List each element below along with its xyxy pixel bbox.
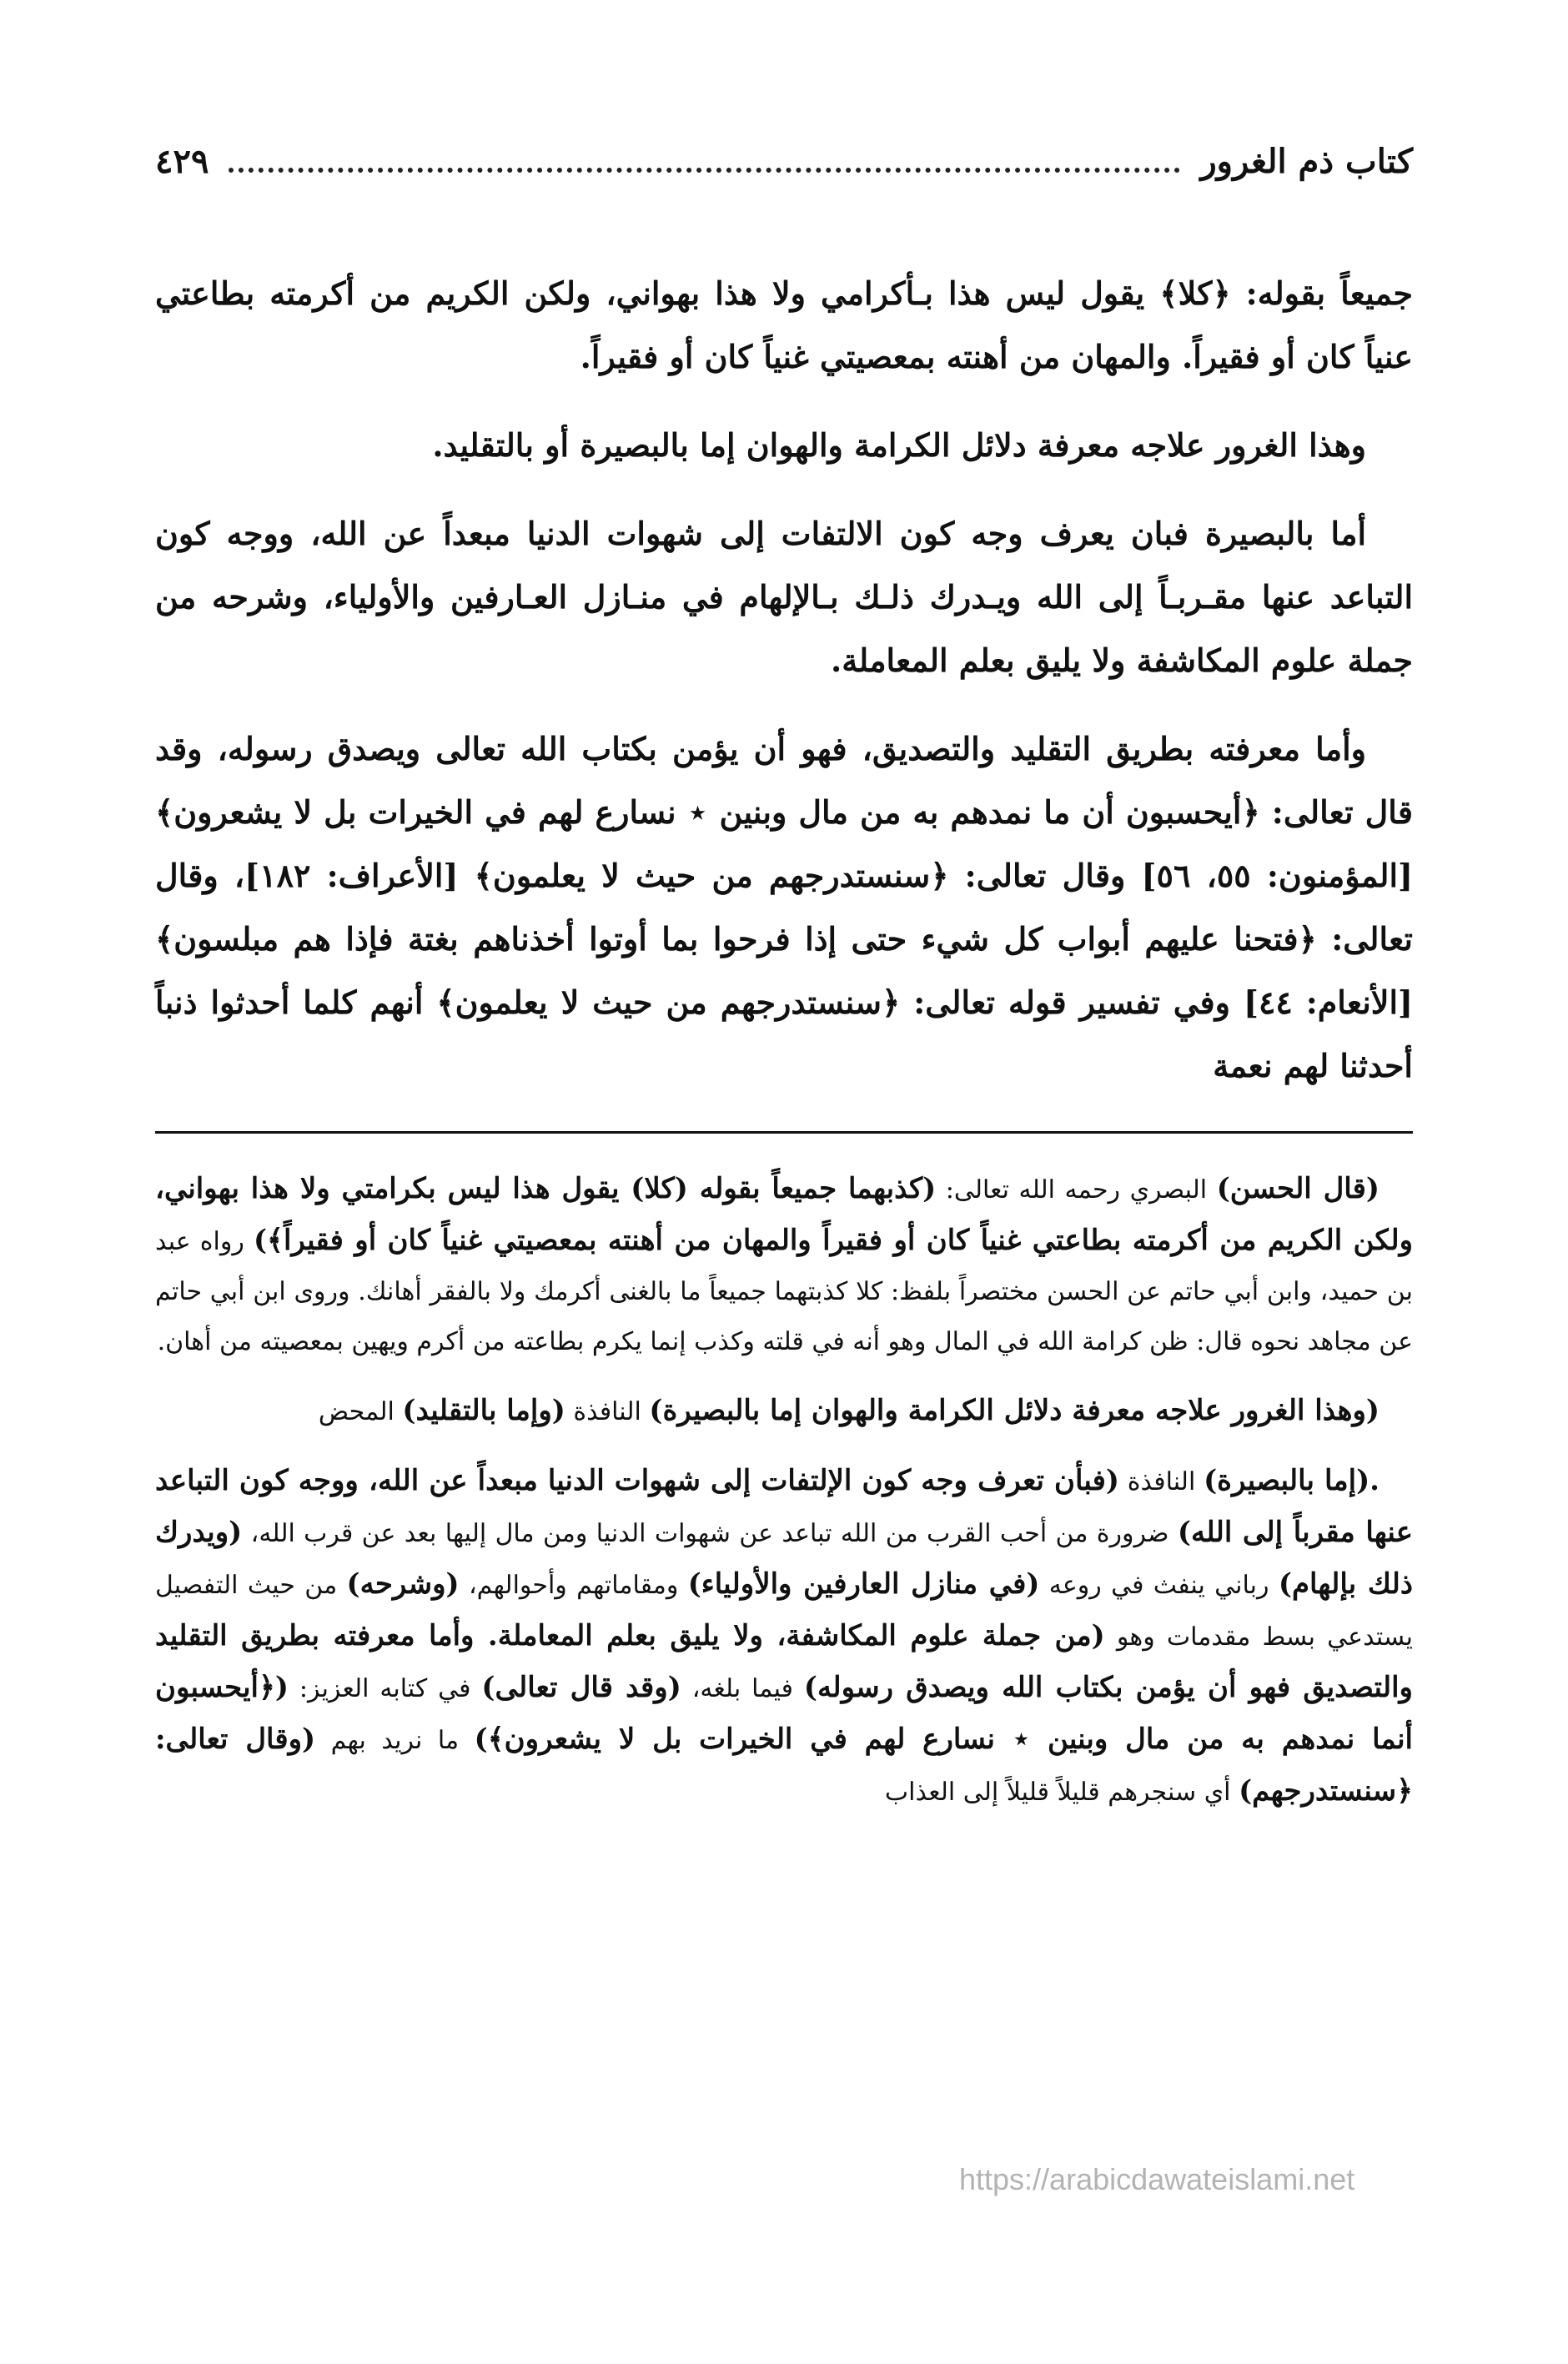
watermark-url: https://arabicdawateislami.net xyxy=(959,2162,1355,2196)
main-paragraph-4: وأما معرفته بطريق التقليد والتصديق، فهو أن يؤمن بكتاب الله تعالى ويصدق رسوله، وقد قال تعالى: ﴿أيحسبون أن ما نمدهم به من مال وبنين ⋆ نسارع لهم في الخيرات بل لا يشعرون﴾ [المؤمنون: ٥٥، ٥٦] وقال تعالى: ﴿سنستدرجهم من حيث لا يعلمون﴾ [الأعراف: ١٨٢]، وقال تعالى: ﴿فتحنا عليهم أبواب كل شيء حتى إذا فرحوا بما أوتوا أخذناهم بغتة فإذا هم مبلسون﴾ [الأنعام: ٤٤] وفي تفسير قوله تعالى: ﴿سنستدرجهم من حيث لا يعلمون﴾ أنهم كلما أحدثوا ذنباً أحدثنا لهم نعمة xyxy=(155,730,1413,1084)
main-paragraph-2: وهذا الغرور علاجه معرفة دلائل الكرامة والهوان إما بالبصيرة أو بالتقليد. xyxy=(432,426,1366,464)
main-text xyxy=(155,262,1413,1098)
commentary-text: في كتابه العزيز: xyxy=(289,1674,482,1703)
quoted-phrase: (قال الحسن) xyxy=(1216,1172,1380,1205)
quoted-phrase: (ويدرك ذلك بإلهام) xyxy=(155,1516,1414,1601)
commentary-text: رواه عبد بن حميد، وابن أبي حاتم عن الحسن مختصراً بلفظ: كلا كذبتهما جميعاً ما بالغنى أكرمك ولا بالفقر أهانك. وروى ابن أبي حاتم عن مجاهد نحوه قال: ظن كرامة الله في المال وهو أنه في قلته وكذب إنما يكرم بطاعته من أكرم ويهين بمعصيته من أهان. xyxy=(155,1227,1413,1356)
quoted-phrase: (وقال تعالى: ﴿سنستدرجهم) xyxy=(155,1723,1413,1808)
commentary-paragraph-3 xyxy=(155,1456,1413,1818)
commentary-text: رباني ينفث في روعه xyxy=(1039,1571,1279,1600)
commentary-text: ومقاماتهم وأحوالهم، xyxy=(459,1571,688,1600)
quoted-phrase: (وشرحه) xyxy=(346,1567,460,1601)
commentary-text: من حيث التفصيل يستدعي بسط مقدمات وهو xyxy=(155,1571,1413,1652)
footnote-divider xyxy=(155,1131,1413,1134)
commentary-text: النافذة xyxy=(1118,1467,1204,1496)
running-header xyxy=(155,142,1413,209)
commentary-text: فيما بلغه، xyxy=(681,1674,804,1703)
commentary-text: ضرورة من أحب القرب من الله تباعد عن شهوات الدنيا ومن مال إليها بعد عن قرب الله، xyxy=(242,1519,1178,1548)
commentary-text: أي سنجرهم قليلاً قليلاً إلى العذاب xyxy=(884,1778,1239,1807)
quoted-phrase: (وإما بالتقليد) xyxy=(402,1394,565,1427)
quoted-phrase: (فبأن تعرف وجه كون الإلتفات إلى شهوات الدنيا مبعداً عن الله، ووجه كون التباعد عنها مقرباً إلى الله) xyxy=(155,1464,1413,1549)
quoted-phrase: (وهذا الغرور علاجه معرفة دلائل الكرامة والهوان إما بالبصيرة) xyxy=(649,1394,1380,1427)
commentary-text: المحض xyxy=(318,1397,403,1426)
quoted-phrase: (﴿أيحسبون أنما نمدهم به من مال وبنين ⋆ نسارع لهم في الخيرات بل لا يشعرون﴾) xyxy=(155,1671,1413,1756)
commentary xyxy=(155,1164,1413,1818)
commentary-paragraph-1 xyxy=(155,1164,1413,1367)
page-number: ٤٢٩ xyxy=(155,142,209,181)
quoted-phrase: (كذبهما جميعاً بقوله (كلا) يقول هذا ليس بكرامتي ولا هذا بهواني، ولكن الكريم من أكرمته بطاعتي غنياً كان أو فقيراً والمهان من أهنته بمعصيتي غنياً كان أو فقيراً﴾) xyxy=(155,1172,1413,1257)
quoted-phrase: .(إما بالبصيرة) xyxy=(1204,1464,1380,1497)
dotted-leader xyxy=(229,168,1180,173)
quoted-phrase: (في منازل العارفين والأولياء) xyxy=(687,1567,1040,1601)
commentary-text: النافذة xyxy=(565,1397,650,1426)
quoted-phrase: (وقد قال تعالى) xyxy=(481,1671,681,1704)
quoted-phrase: (من جملة علوم المكاشفة، ولا يليق بعلم المعاملة. وأما معرفته بطريق التقليد والتصديق فهو أن يؤمن بكتاب الله ويصدق رسوله) xyxy=(155,1619,1413,1704)
commentary-text: البصري رحمه الله تعالى: xyxy=(936,1175,1217,1205)
main-paragraph-3: أما بالبصيرة فبان يعرف وجه كون الالتفات إلى شهوات الدنيا مبعداً عن الله، ووجه كون التباعد عنها مقـربـاً إلى الله ويـدرك ذلـك بـالإلهام في منـازل العـارفين والأولياء، وشرحه من جملة علوم المكاشفة ولا يليق بعلم المعاملة. xyxy=(155,515,1413,679)
commentary-text: ما نريد بهم xyxy=(315,1726,475,1755)
main-paragraph-1: جميعاً بقوله: ﴿كلا﴾ يقول ليس هذا بـأكرامي ولا هذا بهواني، ولكن الكريم من أكرمته بطاعتي عنياً كان أو فقيراً. والمهان من أهنته بمعصيتي غنياً كان أو فقيراً. xyxy=(155,274,1413,375)
book-page xyxy=(155,142,1413,1836)
book-title: كتاب ذم الغرور xyxy=(1200,142,1413,181)
commentary-paragraph-2 xyxy=(155,1386,1413,1437)
